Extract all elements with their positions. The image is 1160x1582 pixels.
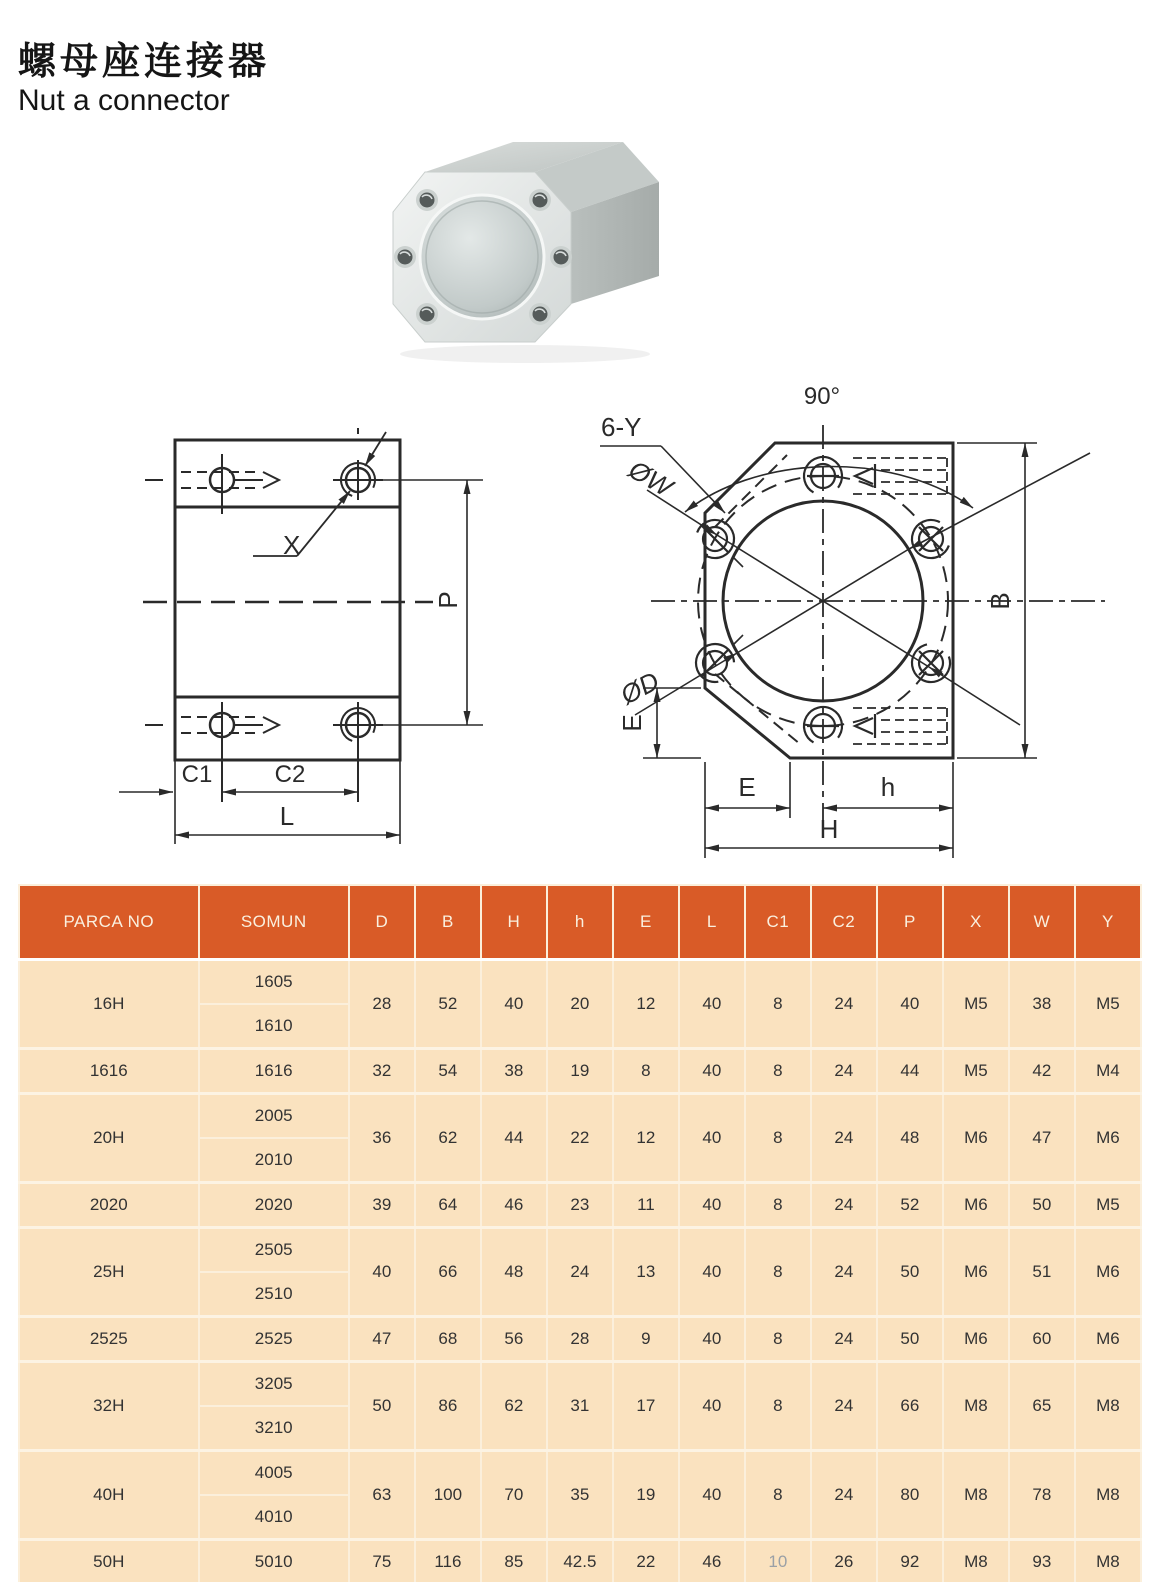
table-row (19, 1540, 1141, 1582)
table-row (19, 1094, 1141, 1139)
table-cell: 24 (547, 1228, 613, 1317)
table-cell: M6 (943, 1228, 1009, 1317)
table-cell: 46 (481, 1183, 547, 1228)
table-cell: 12 (613, 1094, 679, 1183)
table-cell: 63 (349, 1451, 415, 1540)
table-cell: 92 (877, 1540, 943, 1582)
table-cell: 40 (481, 960, 547, 1049)
table-cell: 1616 (199, 1049, 349, 1094)
dim-label-c2: C2 (274, 761, 306, 788)
column-header: h (547, 885, 613, 960)
table-cell: 4010 (199, 1495, 349, 1540)
table-cell: 40 (877, 960, 943, 1049)
table-cell: 52 (415, 960, 481, 1049)
table-cell: M8 (1075, 1451, 1141, 1540)
table-cell: M5 (943, 1049, 1009, 1094)
metal-block-illustration (393, 142, 659, 363)
table-row (19, 960, 1141, 1005)
table-cell: 9 (613, 1317, 679, 1362)
table-cell: 19 (547, 1049, 613, 1094)
table-row (19, 1049, 1141, 1094)
dim-label-e-bottom: E (738, 772, 756, 802)
table-cell: 86 (415, 1362, 481, 1451)
table-cell: 12 (613, 960, 679, 1049)
table-cell: 1610 (199, 1004, 349, 1049)
table-header-row (19, 885, 1141, 960)
table-cell: 50 (877, 1228, 943, 1317)
table-cell: 32 (349, 1049, 415, 1094)
column-header: X (943, 885, 1009, 960)
column-header: E (613, 885, 679, 960)
table-cell: M5 (1075, 960, 1141, 1049)
table-cell: 8 (745, 960, 811, 1049)
table-cell: 22 (547, 1094, 613, 1183)
dim-label-c1: C1 (181, 761, 213, 788)
table-cell: 38 (1009, 960, 1075, 1049)
front-view-drawing (585, 370, 1160, 885)
table-cell: 52 (877, 1183, 943, 1228)
table-cell: 8 (745, 1451, 811, 1540)
table-cell: 28 (547, 1317, 613, 1362)
table-row (19, 1228, 1141, 1273)
column-header: SOMUN (199, 885, 349, 960)
page-title-zh: 螺母座连接器 (18, 41, 271, 83)
table-cell: 31 (547, 1362, 613, 1451)
table-cell: 24 (811, 1094, 877, 1183)
table-cell: 50 (349, 1362, 415, 1451)
table-cell: M6 (1075, 1228, 1141, 1317)
column-header: B (415, 885, 481, 960)
table-cell: 23 (547, 1183, 613, 1228)
table-cell: 32H (19, 1362, 199, 1451)
column-header: D (349, 885, 415, 960)
table-cell: M4 (1075, 1049, 1141, 1094)
table-cell: 54 (415, 1049, 481, 1094)
dim-label-l: L (279, 801, 295, 831)
table-cell: 8 (745, 1362, 811, 1451)
table-cell: 62 (415, 1094, 481, 1183)
table-cell: 93 (1009, 1540, 1075, 1582)
table-cell: 20 (547, 960, 613, 1049)
table-cell: 2525 (19, 1317, 199, 1362)
table-cell: 2510 (199, 1272, 349, 1317)
table-cell: 66 (415, 1228, 481, 1317)
table-cell: 50H (19, 1540, 199, 1582)
dim-label-h-big: H (819, 814, 839, 844)
table-cell: 44 (481, 1094, 547, 1183)
table-cell: M8 (1075, 1362, 1141, 1451)
table-cell: 62 (481, 1362, 547, 1451)
column-header: W (1009, 885, 1075, 960)
table-cell: 2525 (199, 1317, 349, 1362)
table-cell: 2005 (199, 1094, 349, 1139)
column-header: C1 (745, 885, 811, 960)
column-header: H (481, 885, 547, 960)
table-cell: 50 (1009, 1183, 1075, 1228)
table-cell: 65 (1009, 1362, 1075, 1451)
dim-label-b: B (985, 592, 1015, 610)
table-cell: 8 (745, 1183, 811, 1228)
table-cell: M6 (1075, 1094, 1141, 1183)
table-cell: 10 (745, 1540, 811, 1582)
table-cell: 2010 (199, 1138, 349, 1183)
table-cell: 3210 (199, 1406, 349, 1451)
table-cell: M5 (943, 960, 1009, 1049)
table-cell: 68 (415, 1317, 481, 1362)
table-cell: 8 (745, 1094, 811, 1183)
table-cell: 39 (349, 1183, 415, 1228)
table-cell: 24 (811, 1451, 877, 1540)
table-cell: M8 (943, 1451, 1009, 1540)
table-cell: 78 (1009, 1451, 1075, 1540)
table-cell: 2020 (19, 1183, 199, 1228)
table-cell: 40 (679, 1183, 745, 1228)
table-row (19, 1451, 1141, 1496)
column-header: PARCA NO (19, 885, 199, 960)
table-cell: M8 (1075, 1540, 1141, 1582)
table-cell: M6 (943, 1094, 1009, 1183)
table-cell: 2020 (199, 1183, 349, 1228)
table-cell: 40 (679, 1228, 745, 1317)
table-cell: 36 (349, 1094, 415, 1183)
table-cell: 40 (349, 1228, 415, 1317)
table-cell: 40 (679, 1049, 745, 1094)
page-title-en: Nut a connector (18, 83, 230, 117)
table-cell: 24 (811, 1317, 877, 1362)
table-cell: 5010 (199, 1540, 349, 1582)
table-cell: 40 (679, 1362, 745, 1451)
table-cell: 38 (481, 1049, 547, 1094)
column-header: L (679, 885, 745, 960)
table-cell: 1605 (199, 960, 349, 1005)
table-cell: 40 (679, 1317, 745, 1362)
column-header: P (877, 885, 943, 960)
table-cell: 8 (745, 1317, 811, 1362)
column-header: Y (1075, 885, 1141, 960)
table-cell: 60 (1009, 1317, 1075, 1362)
table-cell: 40 (679, 1094, 745, 1183)
table-cell: 66 (877, 1362, 943, 1451)
table-row (19, 1317, 1141, 1362)
table-cell: 1616 (19, 1049, 199, 1094)
table-cell: 8 (745, 1049, 811, 1094)
side-view-drawing (85, 372, 515, 877)
table-cell: 80 (877, 1451, 943, 1540)
table-cell: M6 (1075, 1317, 1141, 1362)
table-cell: M5 (1075, 1183, 1141, 1228)
table-cell: 48 (481, 1228, 547, 1317)
table-cell: 40 (679, 1451, 745, 1540)
table-cell: 75 (349, 1540, 415, 1582)
title-block (18, 42, 270, 118)
table-cell: 24 (811, 1362, 877, 1451)
table-cell: 22 (613, 1540, 679, 1582)
table-cell: 4005 (199, 1451, 349, 1496)
dim-label-h-small: h (880, 772, 896, 802)
table-cell: 47 (349, 1317, 415, 1362)
table-cell: 42.5 (547, 1540, 613, 1582)
dim-label-angle: 90° (803, 383, 841, 410)
table-row (19, 1362, 1141, 1407)
table-cell: 8 (613, 1049, 679, 1094)
table-cell: 46 (679, 1540, 745, 1582)
product-photo (375, 110, 670, 368)
table-cell: M8 (943, 1362, 1009, 1451)
spec-table (18, 884, 1142, 1582)
table-cell: 24 (811, 1049, 877, 1094)
table-cell: 40 (679, 960, 745, 1049)
table-cell: 17 (613, 1362, 679, 1451)
dim-label-dia-d: ØD (615, 665, 665, 711)
dim-label-p: P (433, 591, 463, 609)
table-cell: 70 (481, 1451, 547, 1540)
table-cell: 40H (19, 1451, 199, 1540)
dim-label-e-left: E (617, 714, 647, 732)
table-cell: 2505 (199, 1228, 349, 1273)
table-cell: M6 (943, 1183, 1009, 1228)
table-cell: 85 (481, 1540, 547, 1582)
table-cell: 24 (811, 960, 877, 1049)
table-cell: 51 (1009, 1228, 1075, 1317)
table-cell: 24 (811, 1183, 877, 1228)
table-cell: 13 (613, 1228, 679, 1317)
table-cell: 116 (415, 1540, 481, 1582)
table-cell: 35 (547, 1451, 613, 1540)
table-cell: 44 (877, 1049, 943, 1094)
table-cell: 28 (349, 960, 415, 1049)
table-cell: M8 (943, 1540, 1009, 1582)
table-cell: 25H (19, 1228, 199, 1317)
table-cell: 19 (613, 1451, 679, 1540)
table-cell: 16H (19, 960, 199, 1049)
table-cell: 100 (415, 1451, 481, 1540)
table-cell: 64 (415, 1183, 481, 1228)
dim-label-6y: 6-Y (601, 412, 642, 442)
dim-label-dia-w: ØW (623, 454, 678, 503)
table-row (19, 1183, 1141, 1228)
table-cell: 3205 (199, 1362, 349, 1407)
table-cell: 8 (745, 1228, 811, 1317)
table-cell: 20H (19, 1094, 199, 1183)
table-cell: 11 (613, 1183, 679, 1228)
table-cell: 26 (811, 1540, 877, 1582)
table-cell: 56 (481, 1317, 547, 1362)
table-cell: 50 (877, 1317, 943, 1362)
table-cell: 24 (811, 1228, 877, 1317)
column-header: C2 (811, 885, 877, 960)
table-cell: 48 (877, 1094, 943, 1183)
table-cell: 47 (1009, 1094, 1075, 1183)
table-cell: M6 (943, 1317, 1009, 1362)
table-cell: 42 (1009, 1049, 1075, 1094)
dim-label-x: X (283, 530, 301, 560)
